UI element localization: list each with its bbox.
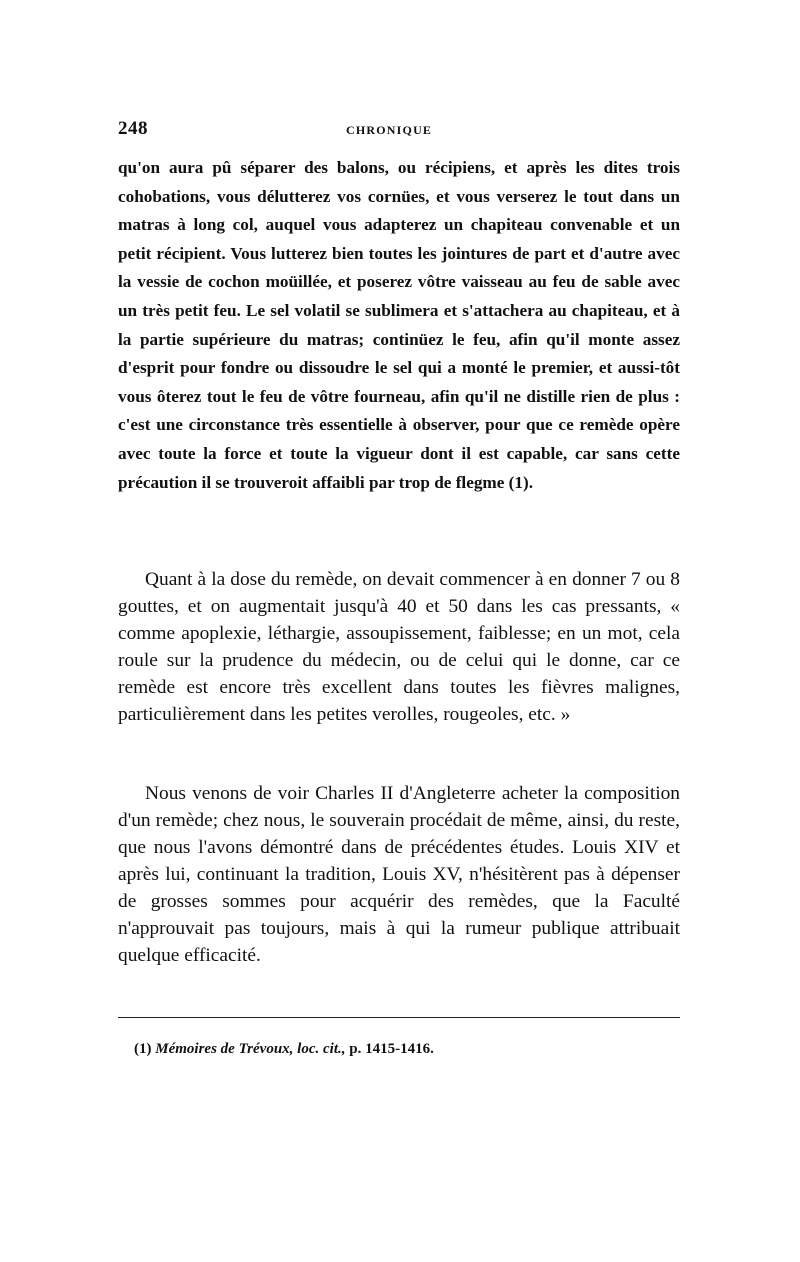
footnote — [134, 1041, 674, 1058]
footnote-pages: p. 1415-1416. — [349, 1041, 434, 1057]
running-head: CHRONIQUE — [346, 123, 433, 137]
page-header — [118, 118, 678, 142]
quoted-passage: qu'on aura pû séparer des balons, ou récipiens, et après les dites trois cohobations, vous délutterez vos cornües, et vous verserez le tout dans un matras à long col, auquel vous adapterez un chapiteau convenable et un petit récipient. Vous lutterez bien toutes les jointures de part et d'autre avec la vessie de cochon moüillée, et poserez vôtre vaisseau au feu de sable avec un très petit feu. Le sel volatil se sublimera et s'attachera au chapiteau, et à la partie supérieure du matras; continüez le feu, afin qu'il monte assez d'esprit pour fondre ou dissoudre le sel qui a monté le premier, et aussi-tôt vous ôterez tout le feu de vôtre fourneau, afin qu'il ne distille rien de plus : c'est une circonstance très essentielle à observer, pour que ce remède opère avec toute la force et toute la vigueur dont il est capable, car sans cette précaution il se trouveroit affaibli par trop de flegme (1). — [118, 158, 680, 492]
paragraph-charles: Nous venons de voir Charles II d'Angleterre acheter la composition d'un remède; chez nous, le souverain procédait de même, ainsi, du reste, que nous l'avons démontré dans de précédentes études. Louis XIV et après lui, continuant la tradition, Louis XV, n'hésitèrent pas à dépenser de grosses sommes pour acquérir des remèdes, que la Faculté n'approuvait pas toujours, mais à qui la rumeur publique attribuait quelque efficacité. — [118, 783, 680, 966]
footnote-title: Mémoires de Trévoux, loc. cit., — [155, 1041, 346, 1057]
footnote-divider — [118, 1017, 680, 1018]
page-number: 248 — [118, 118, 148, 139]
footnote-marker: (1) — [134, 1041, 152, 1057]
paragraph-dose: Quant à la dose du remède, on devait commencer à en donner 7 ou 8 gouttes, et on augmentait jusqu'à 40 et 50 dans les cas pressants, « comme apoplexie, léthargie, assoupissement, faiblesse; en un mot, cela roule sur la prudence du médecin, ou de celui qui le donne, car ce remède est encore très excellent dans toutes les fièvres malignes, particulièrement dans les petites verolles, rougeoles, etc. » — [118, 569, 680, 725]
